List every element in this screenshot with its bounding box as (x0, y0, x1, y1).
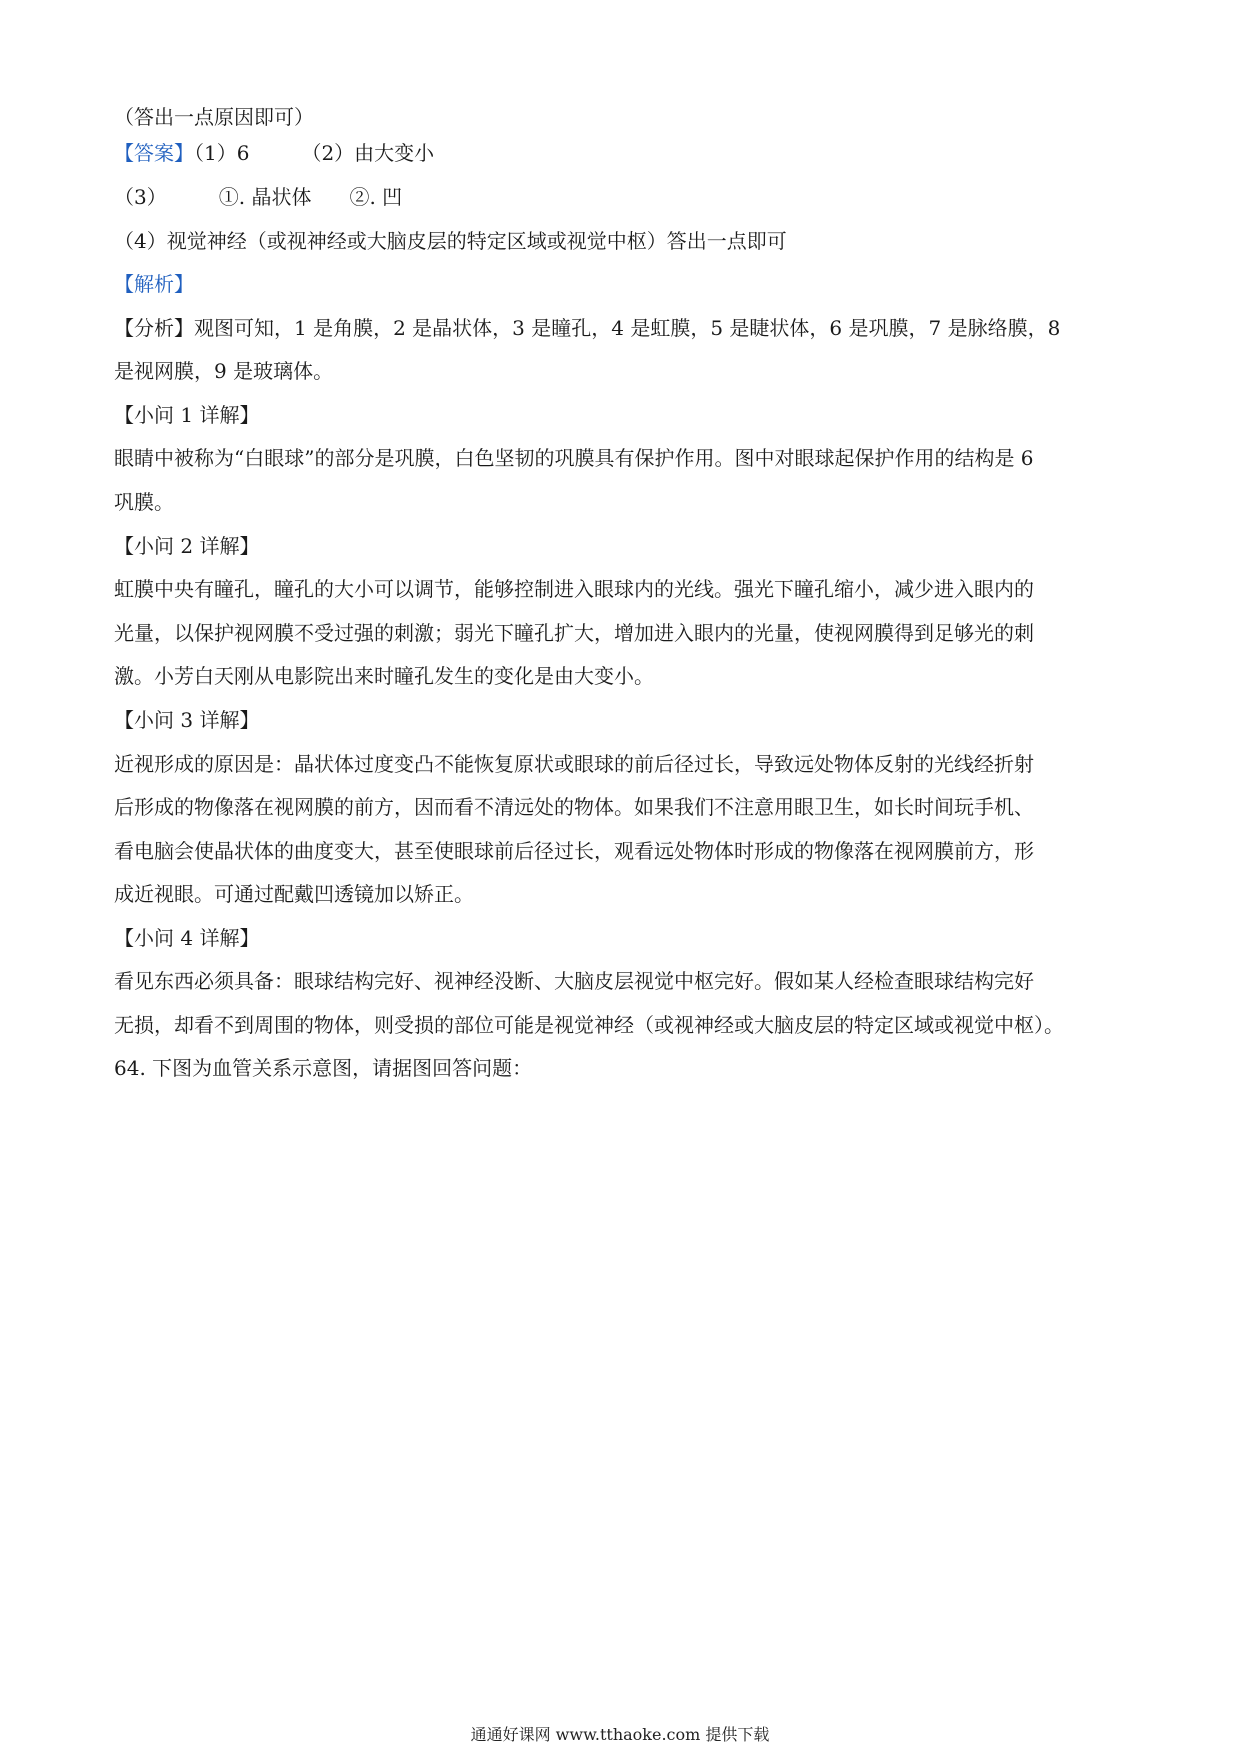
subquestion-2-line-1 (114, 576, 1124, 602)
answer-part-3-label: （3） (114, 185, 167, 209)
paragraph-text: 光量，以保护视网膜不受过强的刺激；弱光下瞳孔扩大，增加进入眼内的光量，使视网膜得到足够光的刺 (114, 621, 1034, 645)
subquestion-3-line-3 (114, 838, 1124, 864)
analysis-tag: 【解析】 (114, 272, 194, 296)
paragraph-text: 【分析】观图可知，1 是角膜，2 是晶状体，3 是瞳孔，4 是虹膜，5 是睫状体，6 是巩膜，7 是脉络膜，8 (114, 316, 1061, 340)
paragraph-text: 看电脑会使晶状体的曲度变大，甚至使眼球前后径过长，观看远处物体时形成的物像落在视网膜前方，形 (114, 839, 1034, 863)
subquestion-1-line-2 (114, 489, 1124, 515)
subquestion-2-line-3 (114, 663, 1124, 689)
paragraph-text: 虹膜中央有瞳孔，瞳孔的大小可以调节，能够控制进入眼球内的光线。强光下瞳孔缩小，减少进入眼内的 (114, 577, 1034, 601)
answer-line-1 (114, 140, 1124, 166)
heading-text: 【小问 4 详解】 (114, 926, 260, 950)
answer-note-text: （答出一点原因即可） (114, 105, 314, 129)
subquestion-3-line-1 (114, 751, 1124, 777)
answer-part-2: （2）由大变小 (301, 141, 435, 165)
paragraph-text: 眼睛中被称为“白眼球”的部分是巩膜，白色坚韧的巩膜具有保护作用。图中对眼球起保护作用的结构是 6 (114, 446, 1034, 470)
answer-line-2 (114, 184, 1124, 210)
subquestion-1-heading (114, 402, 1124, 428)
question-64 (114, 1055, 1124, 1081)
question-text: 64. 下图为血管关系示意图，请据图回答问题： (114, 1056, 533, 1080)
paragraph-text: 看见东西必须具备：眼球结构完好、视神经没断、大脑皮层视觉中枢完好。假如某人经检查眼球结构完好 (114, 969, 1034, 993)
paragraph-text: 近视形成的原因是：晶状体过度变凸不能恢复原状或眼球的前后径过长，导致远处物体反射的光线经折射 (114, 752, 1034, 776)
subquestion-2-line-2 (114, 620, 1124, 646)
heading-text: 【小问 1 详解】 (114, 403, 260, 427)
answer-part-3-option-1: ①. 晶状体 (218, 185, 312, 209)
subquestion-4-heading (114, 925, 1124, 951)
answer-part-4: （4）视觉神经（或视神经或大脑皮层的特定区域或视觉中枢）答出一点即可 (114, 229, 787, 253)
subquestion-4-line-1 (114, 968, 1124, 994)
subquestion-2-heading (114, 533, 1124, 559)
subquestion-1-line-1 (114, 445, 1124, 471)
paragraph-text: 后形成的物像落在视网膜的前方，因而看不清远处的物体。如果我们不注意用眼卫生，如长时间玩手机、 (114, 795, 1034, 819)
analysis-paragraph-line-2 (114, 358, 1124, 384)
paragraph-text: 激。小芳白天刚从电影院出来时瞳孔发生的变化是由大变小。 (114, 664, 654, 688)
footer-text: 通通好课网 www.tthaoke.com 提供下载 (470, 1725, 770, 1744)
answer-part-3-option-2: ②. 凹 (349, 185, 403, 209)
answer-part-1: （1）6 (194, 141, 250, 165)
subquestion-3-line-4 (114, 881, 1124, 907)
answer-tag: 【答案】 (114, 141, 194, 165)
answer-line-3 (114, 228, 1124, 254)
paragraph-text: 无损，却看不到周围的物体，则受损的部位可能是视觉神经（或视神经或大脑皮层的特定区域或视觉中枢）。 (114, 1013, 1064, 1037)
answer-note (114, 104, 1124, 130)
analysis-paragraph-line-1 (114, 315, 1124, 341)
analysis-heading (114, 271, 1124, 297)
paragraph-text: 巩膜。 (114, 490, 174, 514)
subquestion-4-line-2 (114, 1012, 1124, 1038)
subquestion-3-heading (114, 707, 1124, 733)
page-footer (0, 1724, 1240, 1746)
heading-text: 【小问 3 详解】 (114, 708, 260, 732)
subquestion-3-line-2 (114, 794, 1124, 820)
heading-text: 【小问 2 详解】 (114, 534, 260, 558)
paragraph-text: 成近视眼。可通过配戴凹透镜加以矫正。 (114, 882, 474, 906)
paragraph-text: 是视网膜，9 是玻璃体。 (114, 359, 334, 383)
